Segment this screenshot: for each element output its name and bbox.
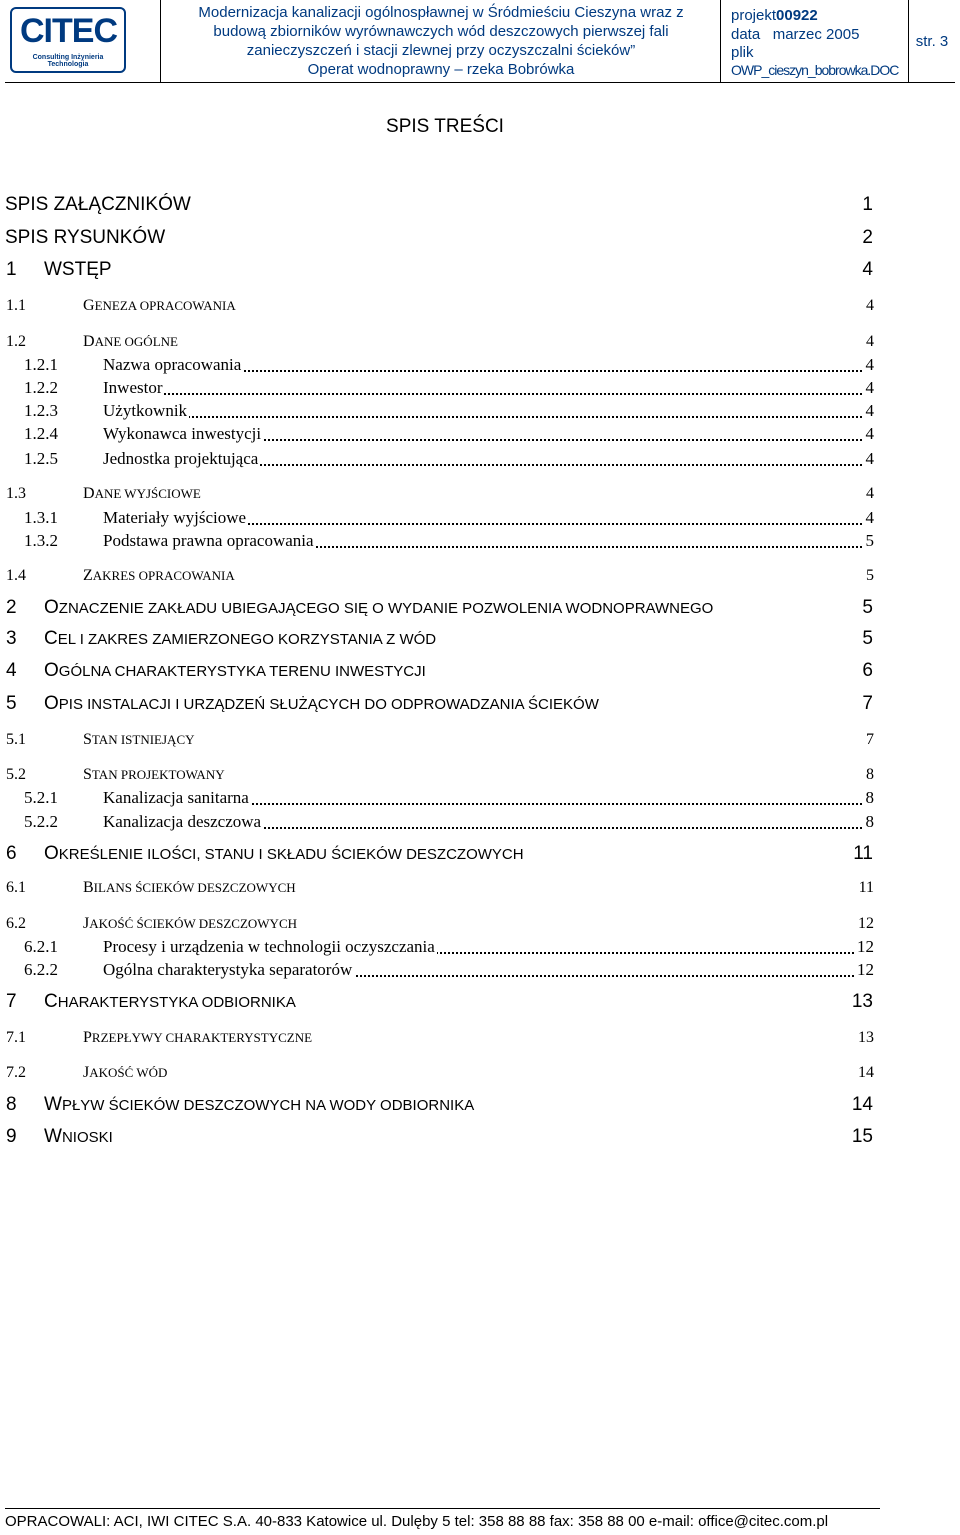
toc-entry-number: 5.2.1: [24, 788, 58, 807]
toc-entry-title-text: Kanalizacja sanitarna: [103, 788, 249, 807]
toc-entry-page: 4: [866, 485, 874, 502]
toc-entry-page: 4: [865, 401, 874, 420]
toc-entry-title: [103, 960, 354, 980]
toc-entry-title: [83, 915, 297, 933]
toc-entry-number: 6: [6, 843, 17, 864]
plik-label: plik: [731, 44, 754, 61]
toc-entry-number: 1.1: [6, 297, 26, 314]
toc-entry-number: 7.2: [6, 1064, 26, 1081]
toc-entry-title: [103, 378, 164, 398]
toc-entry-title: [83, 567, 235, 585]
toc-entry-title-rest: EL I ZAKRES ZAMIERZONEGO KORZYSTANIA Z WÓD: [57, 631, 437, 648]
toc-entry-title-rest: AKOŚĆ WÓD: [89, 1065, 168, 1080]
toc-entry-page: 1: [862, 194, 873, 215]
toc-entry-title: [83, 1029, 312, 1047]
toc-title: SPIS TREŚCI: [386, 116, 504, 137]
toc-entry-title: [44, 1094, 474, 1116]
toc-entry-page: 4: [865, 355, 874, 374]
toc-entry-number: 1.4: [6, 567, 26, 584]
toc-entry-title-text: Jednostka projektująca: [103, 449, 259, 468]
toc-entry-page: 2: [862, 227, 873, 248]
toc-entry-page: 5: [862, 597, 873, 618]
toc-entry-title-initial: W: [44, 1126, 62, 1147]
toc-entry-page: 4: [862, 259, 873, 280]
toc-entry-page: 4: [865, 424, 874, 443]
dot-leader: [104, 393, 866, 395]
toc-entry-title: [103, 788, 251, 808]
toc-entry-title-rest: ANE WYJŚCIOWE: [94, 486, 201, 501]
toc-entry-number: 1.2: [6, 333, 26, 350]
toc-entry-page: 8: [866, 766, 874, 783]
toc-entry-number: 6.2: [6, 915, 26, 932]
toc-entry-page: 4: [866, 333, 874, 350]
toc-entry-title-initial: Z: [83, 567, 93, 584]
toc-entry-title-text: Wykonawca inwestycji: [103, 424, 262, 443]
dot-leader: [104, 416, 866, 418]
toc-entry-page: 11: [853, 843, 873, 864]
toc-entry-title-rest: TAN ISTNIEJĄCY: [91, 732, 195, 747]
toc-entry-title-rest: RZEPŁYWY CHARAKTERYSTYCZNE: [91, 1030, 313, 1045]
toc-entry-title: [83, 879, 296, 897]
toc-entry-title: [103, 449, 260, 469]
toc-entry-title-rest: ZNACZENIE ZAKŁADU UBIEGAJĄCEGO SIĘ O WYDANIE POZWOLENIA WODNOPRAWNEGO: [58, 600, 714, 617]
toc-entry-number: 6.2.1: [24, 937, 58, 956]
meta-projekt: [731, 6, 818, 25]
logo-wordmark: CITEC: [20, 12, 117, 50]
toc-entry-number: 1.2.2: [24, 378, 58, 397]
meta-data: [731, 25, 859, 44]
toc-entry-title-text: Nazwa opracowania: [103, 355, 242, 374]
page-footer: OPRACOWALI: ACI, IWI CITEC S.A. 40-833 Katowice ul. Dulęby 5 tel: 358 88 88 fax: 358 88 00 e-mail: office@citec.com.pl: [5, 1513, 829, 1530]
project-description: [161, 0, 721, 82]
toc-entry-title-initial: J: [83, 915, 90, 932]
toc-entry-title-initial: O: [44, 660, 59, 681]
toc-entry-number: 2: [6, 597, 17, 618]
toc-entry-title-initial: SPIS RYSUNKÓW: [5, 227, 166, 248]
page-number: str. 3: [915, 33, 949, 50]
toc-entry-page: 4: [865, 378, 874, 397]
description-line: Operat wodnoprawny – rzeka Bobrówka: [307, 61, 575, 78]
toc-entry-number: 1: [6, 259, 17, 280]
plik-value: OWP_cieszyn_bobrowka.DOC: [731, 62, 899, 78]
data-value: marzec 2005: [772, 26, 860, 43]
toc-entry-title: [5, 194, 191, 216]
toc-entry-title: [83, 333, 178, 351]
toc-entry-title: [83, 1064, 167, 1082]
toc-entry-title-text: Użytkownik: [103, 401, 188, 420]
toc-entry-title-initial: B: [83, 879, 94, 896]
toc-entry-title: [103, 531, 316, 551]
toc-entry-number: 5.2: [6, 766, 26, 783]
toc-entry-page: 13: [858, 1029, 874, 1046]
toc-entry-page: 5: [865, 531, 874, 550]
toc-entry-title-initial: D: [83, 485, 95, 502]
toc-entry-title: [44, 597, 713, 619]
toc-entry-number: 1.3: [6, 485, 26, 502]
toc-entry-title: [5, 227, 165, 249]
toc-entry-title-initial: P: [83, 1029, 92, 1046]
toc-entry-title: [103, 355, 243, 375]
toc-entry-page: 8: [865, 788, 874, 807]
toc-entry-title-initial: C: [44, 628, 58, 649]
toc-entry-title-rest: NIOSKI: [61, 1129, 113, 1146]
toc-entry-page: 14: [851, 1094, 873, 1115]
toc-entry-page: 12: [857, 937, 874, 956]
toc-entry-title-initial: O: [44, 843, 59, 864]
toc-entry-title-initial: J: [83, 1064, 90, 1081]
toc-entry-page: 12: [858, 915, 874, 932]
toc-entry-number: 1.3.2: [24, 531, 58, 550]
toc-entry-page: 11: [858, 879, 874, 896]
toc-entry-title-initial: S: [83, 766, 92, 783]
toc-entry-title-text: Podstawa prawna opracowania: [103, 531, 314, 550]
toc-entry-page: 5: [866, 567, 874, 584]
toc-entry-page: 7: [862, 693, 873, 714]
document-meta: [721, 0, 909, 82]
toc-entry-number: 1.2.1: [24, 355, 58, 374]
toc-entry-title-initial: G: [83, 297, 95, 314]
toc-entry-title: [103, 508, 248, 528]
toc-entry-title-initial: D: [83, 333, 95, 350]
toc-entry-title: [83, 485, 201, 503]
toc-entry-number: 6.2.2: [24, 960, 58, 979]
toc-entry-title: [103, 424, 263, 444]
toc-entry-title-initial: S: [83, 731, 92, 748]
toc-entry-title-rest: GÓLNA CHARAKTERYSTYKA TERENU INWESTYCJI: [58, 663, 426, 680]
citec-logo: [10, 7, 126, 73]
toc-entry-title-rest: HARAKTERYSTYKA ODBIORNIKA: [57, 994, 296, 1011]
toc-entry-number: 9: [6, 1126, 17, 1147]
toc-entry-title: [103, 812, 263, 832]
toc-entry-page: 13: [851, 991, 873, 1012]
toc-entry-page: 14: [858, 1064, 874, 1081]
toc-entry-title: [44, 660, 426, 682]
toc-entry-title-rest: TAN PROJEKTOWANY: [91, 767, 225, 782]
toc-entry-number: 7: [6, 991, 17, 1012]
footer-rule: [5, 1508, 880, 1509]
toc-entry-number: 5: [6, 693, 17, 714]
page-number-cell: [909, 0, 955, 82]
toc-entry-title: [44, 693, 599, 715]
logo-tagline: Consulting Inżynieria Technologia: [32, 54, 104, 68]
description-line: Modernizacja kanalizacji ogólnospławnej w Śródmieściu Cieszyna wraz z: [198, 4, 684, 21]
toc-entry-page: 12: [857, 960, 874, 979]
toc-entry-number: 1.2.3: [24, 401, 58, 420]
toc-entry-title: [103, 937, 437, 957]
toc-entry-title-initial: SPIS ZAŁĄCZNIKÓW: [5, 194, 191, 215]
toc-entry-title-rest: ILANS ŚCIEKÓW DESZCZOWYCH: [93, 880, 296, 895]
toc-entry-page: 8: [865, 812, 874, 831]
page-header: [5, 0, 955, 83]
toc-entry-title: [44, 1126, 113, 1148]
toc-entry-page: 4: [865, 449, 874, 468]
toc-entry-page: 7: [866, 731, 874, 748]
toc-entry-title-initial: W: [44, 1094, 62, 1115]
toc-entry-title-text: Procesy i urządzenia w technologii oczyszczania: [103, 937, 435, 956]
toc-entry-page: 6: [862, 660, 873, 681]
toc-entry-number: 6.1: [6, 879, 26, 896]
toc-entry-number: 1.2.5: [24, 449, 58, 468]
toc-entry-title: [83, 297, 236, 315]
toc-entry-title: [83, 731, 195, 749]
data-label: data: [731, 26, 761, 43]
toc-entry-title-initial: WSTĘP: [44, 259, 112, 280]
meta-plik: [731, 43, 754, 62]
toc-entry-title: [83, 766, 225, 784]
toc-entry-title-rest: PIS INSTALACJI I URZĄDZEŃ SŁUŻĄCYCH DO ODPROWADZANIA ŚCIEKÓW: [58, 696, 599, 713]
toc-entry-title-text: Materiały wyjściowe: [103, 508, 247, 527]
toc-entry-title: [44, 991, 296, 1013]
projekt-label: projekt: [731, 7, 777, 24]
description-line: budową zbiorników wyrównawczych wód deszczowych pierwszej fali: [213, 23, 669, 40]
toc-entry-title-text: Inwestor: [103, 378, 163, 397]
toc-entry-page: 5: [862, 628, 873, 649]
toc-entry-title: [103, 401, 189, 421]
toc-entry-number: 8: [6, 1094, 17, 1115]
toc-entry-page: 4: [865, 508, 874, 527]
toc-entry-title-rest: ANE OGÓLNE: [94, 334, 178, 349]
toc-entry-page: 4: [866, 297, 874, 314]
toc-entry-title: [44, 628, 436, 650]
toc-entry-title-rest: AKRES OPRACOWANIA: [92, 568, 235, 583]
toc-entry-number: 1.2.4: [24, 424, 58, 443]
toc-entry-title-initial: C: [44, 991, 58, 1012]
toc-entry-title-text: Ogólna charakterystyka separatorów: [103, 960, 353, 979]
toc-entry-title: [44, 843, 524, 865]
toc-entry-title-text: Kanalizacja deszczowa: [103, 812, 262, 831]
toc-entry-title-rest: AKOŚĆ ŚCIEKÓW DESZCZOWYCH: [89, 916, 297, 931]
toc-entry-title-rest: PŁYW ŚCIEKÓW DESZCZOWYCH NA WODY ODBIORNIKA: [61, 1097, 475, 1114]
toc-entry-title-initial: O: [44, 597, 59, 618]
description-line: zanieczyszczeń i stacji zlewnej przy oczyszczalni ścieków”: [246, 42, 636, 59]
toc-entry-number: 5.2.2: [24, 812, 58, 831]
toc-entry-number: 5.1: [6, 731, 26, 748]
toc-entry-number: 3: [6, 628, 17, 649]
toc-entry-title-rest: KREŚLENIE ILOŚCI, STANU I SKŁADU ŚCIEKÓW DESZCZOWYCH: [58, 846, 524, 863]
toc-entry-title-rest: ENEZA OPRACOWANIA: [94, 298, 236, 313]
projekt-value: 00922: [776, 7, 818, 24]
toc-entry-number: 1.3.1: [24, 508, 58, 527]
logo-cell: [5, 0, 161, 82]
toc-entry-page: 15: [851, 1126, 873, 1147]
toc-entry-title-initial: O: [44, 693, 59, 714]
toc-entry-number: 7.1: [6, 1029, 26, 1046]
toc-entry-title: [44, 259, 112, 281]
toc-entry-number: 4: [6, 660, 17, 681]
